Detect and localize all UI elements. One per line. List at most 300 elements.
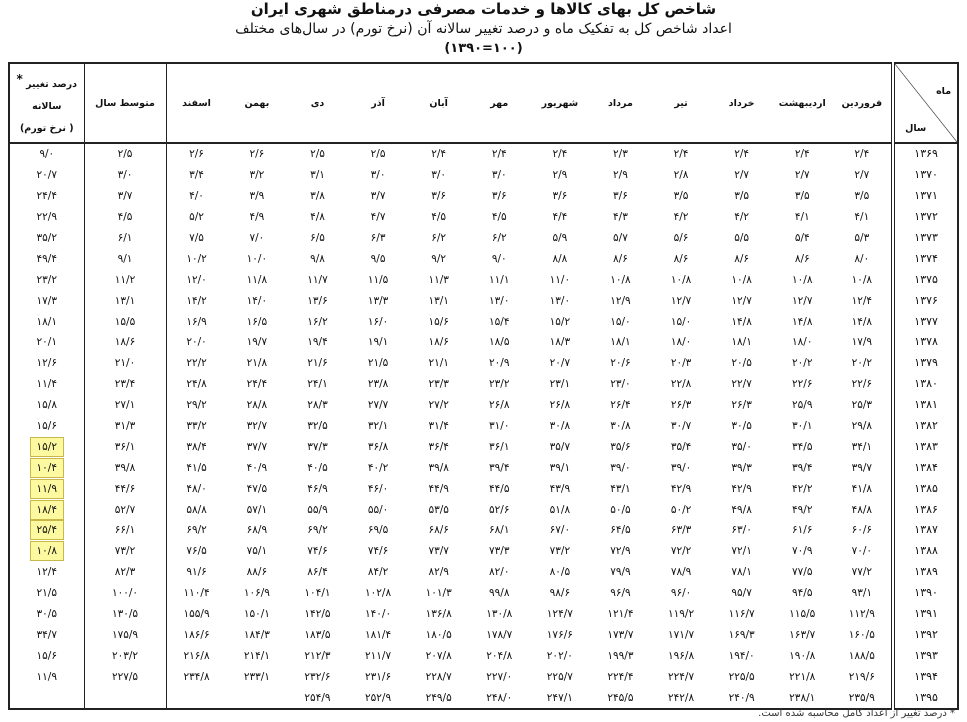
month-index-cell: ۳/۵ [854,190,870,203]
month-index-cell: ۱۵/۰ [610,315,631,328]
month-index-cell: ۶۹/۵ [367,524,389,537]
month-index-cell: ۵/۴ [794,232,810,244]
month-index-cell: ۱۹/۱ [367,336,389,349]
month-index-cell: ۵۲/۶ [489,503,510,516]
month-index-cell: ۷۳/۳ [489,545,510,558]
month-index-cell: ۵۷/۱ [246,503,268,516]
month-index-cell: ۳۵/۴ [670,440,692,453]
month-index-cell: ۴۱/۸ [851,482,873,495]
month-index-cell: ۱۳/۳ [367,294,389,307]
inflation-cell: ۲۰/۱ [36,336,57,349]
month-index-cell: ۱۸۰/۵ [425,628,452,641]
inflation-header [9,63,84,143]
month-index-cell: ۳۰/۸ [610,420,631,433]
footnote-star: * [16,71,23,86]
month-index-cell: ۱۸/۵ [489,336,510,349]
month-index-cell: ۳۵/۶ [610,440,631,453]
month-index-cell: ۱۲۴/۷ [546,608,573,621]
month-index-cell: ۳۲/۱ [367,420,389,433]
month-index-cell: ۵/۲ [189,211,204,224]
month-index-cell: ۴/۵ [431,211,447,224]
annual-average-cell: ۳۹/۸ [84,457,166,478]
month-index-cell: ۲۰/۶ [610,357,631,370]
inflation-cell: ۱۵/۶ [36,649,57,662]
month-header: دی [287,63,348,143]
annual-average-cell: ۲۱/۰ [84,353,166,374]
month-index-cell: ۱۳۰/۸ [486,608,513,621]
month-index-cell: ۴/۴ [552,211,568,224]
month-index-cell: ۴۳/۱ [610,482,631,495]
year-cell: ۱۳۸۱ [893,395,958,416]
month-index-cell: ۳۹/۷ [851,461,873,474]
month-index-cell: ۲۱۶/۸ [183,649,210,662]
month-header: اردیبهشت [772,63,833,143]
month-index-cell: ۱۳/۰ [549,294,571,307]
month-index-cell: ۲۲/۲ [186,357,207,370]
year-cell: ۱۳۸۷ [893,520,958,541]
month-index-cell: ۳۰/۷ [670,420,692,433]
table-row [9,332,958,353]
year-cell: ۱۳۷۵ [893,269,958,290]
inflation-cell: ۲۲/۹ [36,211,57,224]
month-index-cell: ۱۲/۷ [792,294,813,307]
year-cell: ۱۳۸۴ [893,457,958,478]
month-index-cell: ۳/۲ [249,169,265,182]
month-index-cell: ۲۳۳/۱ [243,670,270,683]
month-index-cell: ۶۸/۹ [246,524,268,537]
table-row [9,520,958,541]
month-index-cell: ۳۲/۷ [246,420,268,433]
table-row [9,186,958,207]
month-index-cell: ۴۴/۵ [489,482,510,495]
inflation-cell: ۴۹/۴ [36,252,57,265]
month-index-cell: ۲/۶ [189,148,204,161]
annual-average-cell [84,687,166,709]
month-header: آبان [408,63,469,143]
month-index-cell: ۱۹/۷ [246,336,268,349]
month-index-cell: ۴۲/۹ [731,482,752,495]
month-index-cell: ۲۲/۷ [731,378,752,391]
month-index-cell: ۲۸/۳ [307,399,328,412]
month-index-cell: ۱۶/۲ [307,315,328,328]
month-index-cell: ۷۶/۵ [186,545,207,558]
month-index-cell: ۳۷/۳ [307,440,328,453]
month-index-cell: ۲/۴ [734,148,750,161]
month-index-cell: ۶۳/۳ [670,524,692,537]
month-index-cell: ۳/۶ [613,190,628,203]
month-index-cell: ۱۲/۹ [610,294,631,307]
inflation-header-line3: ( نرخ تورم) [19,123,74,135]
month-index-cell: ۹۹/۸ [489,587,510,600]
month-index-cell: ۲۳/۳ [428,378,449,391]
month-index-cell: ۱۲۱/۴ [607,608,634,621]
month-index-cell: ۴۰/۲ [367,461,389,474]
month-index-cell: ۹۸/۶ [549,587,571,600]
month-index-cell: ۹/۲ [431,252,447,265]
table-row [9,143,958,165]
inflation-cell: ۱۱/۴ [36,378,57,391]
annual-average-cell: ۸۲/۳ [84,562,166,583]
inflation-cell [9,541,84,562]
annual-average-cell: ۷۳/۲ [84,541,166,562]
month-index-cell: ۲۲۱/۸ [789,670,816,683]
inflation-cell [9,478,84,499]
month-index-cell: ۴/۱ [794,211,810,224]
month-index-cell: ۱۳/۰ [489,294,510,307]
inflation-cell: ۱۲/۶ [36,357,57,370]
month-index-cell: ۳/۶ [431,190,447,203]
month-index-cell: ۵/۶ [673,232,689,244]
highlighted-inflation-value: ۱۰/۴ [30,458,64,478]
inflation-cell: ۱۵/۸ [36,399,57,412]
month-index-cell: ۱۰/۲ [186,252,207,265]
annual-average-cell: ۲۲۷/۵ [84,666,166,687]
highlighted-inflation-value: ۲۵/۴ [30,520,64,540]
month-index-cell: ۱۸/۶ [428,336,449,349]
month-index-cell: ۱۹/۴ [307,336,328,349]
inflation-cell: ۱۸/۱ [36,315,57,328]
month-index-cell: ۲۰/۲ [792,357,813,370]
month-index-cell: ۱۴۲/۵ [304,608,331,621]
month-index-cell: ۲/۷ [734,169,750,182]
month-index-cell: ۳۹/۰ [670,461,692,474]
month-index-cell: ۳/۸ [310,190,325,203]
annual-average-cell: ۴۴/۶ [84,478,166,499]
annual-average-cell: ۶/۱ [84,228,166,249]
table-row [9,228,958,249]
month-index-cell: ۱۸/۱ [610,336,631,349]
month-index-cell: ۲۳/۱ [549,378,571,391]
month-index-cell: ۱۸۸/۵ [848,649,875,662]
month-index-cell: ۲/۷ [794,169,810,182]
month-index-cell: ۲/۶ [249,148,265,161]
month-index-cell: ۱۲/۴ [851,294,873,307]
inflation-cell: ۱۵/۶ [36,420,57,433]
annual-average-header: متوسط سال [84,63,166,143]
month-index-cell: ۳۳/۲ [186,420,207,433]
month-index-cell: ۱۸/۳ [549,336,571,349]
month-index-cell: ۵/۵ [734,232,750,244]
month-index-cell: ۳/۵ [673,190,689,203]
month-index-cell: ۹۴/۵ [792,587,813,600]
month-index-cell: ۱۴/۰ [246,294,268,307]
month-index-cell: ۶۷/۰ [549,524,571,537]
year-cell: ۱۳۸۹ [893,562,958,583]
month-index-cell: ۲۳۱/۶ [365,670,392,683]
month-index-cell: ۶/۲ [431,232,447,244]
year-cell: ۱۳۷۳ [893,228,958,249]
table-row [9,457,958,478]
month-index-cell: ۸/۶ [673,252,689,265]
month-index-cell: ۲/۴ [673,148,689,161]
month-index-cell: ۱۶۰/۵ [848,628,875,641]
year-cell: ۱۳۷۹ [893,353,958,374]
month-index-cell: ۱۸۳/۵ [304,628,331,641]
table-row [9,269,958,290]
inflation-cell: ۹/۰ [39,148,55,161]
month-index-cell: ۳۹/۳ [731,461,752,474]
month-index-cell: ۱۵/۴ [489,315,510,328]
inflation-cell: ۳۴/۷ [36,628,57,641]
month-index-cell: ۷۰/۰ [851,545,873,558]
month-index-cell: ۲۶/۸ [549,399,571,412]
annual-average-cell: ۳۱/۳ [84,416,166,437]
inflation-cell: ۲۱/۵ [36,587,57,600]
month-index-cell: ۲۶/۴ [610,399,631,412]
month-index-cell: ۷۸/۹ [670,566,692,579]
month-index-cell: ۳۹/۴ [792,461,813,474]
month-index-cell: ۵/۷ [613,232,628,244]
year-cell: ۱۳۹۴ [893,666,958,687]
month-index-cell: ۱۷۳/۷ [607,628,634,641]
month-index-cell: ۴/۱ [854,211,870,224]
month-index-cell: ۳۰/۸ [549,420,571,433]
month-index-cell: ۱۷/۹ [851,336,873,349]
month-index-cell: ۱۴/۸ [792,315,813,328]
highlighted-inflation-value: ۱۱/۹ [30,479,64,499]
month-index-cell: ۵۳/۵ [428,503,449,516]
month-index-cell: ۳۴/۵ [792,440,813,453]
inflation-cell: ۱۲/۴ [36,566,57,579]
annual-average-cell: ۱۳۰/۵ [84,604,166,625]
month-index-cell: ۶/۲ [491,232,507,244]
month-index-cell: ۲۴۷/۱ [546,691,573,704]
table-header-row [9,63,958,143]
month-index-cell: ۲/۴ [491,148,507,161]
annual-average-cell: ۱۳/۱ [84,290,166,311]
month-index-cell: ۶/۳ [370,232,386,244]
month-index-cell: ۳۹/۴ [489,461,510,474]
year-cell: ۱۳۸۲ [893,416,958,437]
month-header: بهمن [227,63,288,143]
month-index-cell: ۲۰۲/۰ [546,649,573,662]
month-index-cell: ۹۶/۹ [610,587,631,600]
inflation-cell: ۲۴/۴ [36,190,57,203]
month-index-cell: ۲۳/۲ [489,378,510,391]
month-index-cell: ۳۸/۴ [186,440,207,453]
month-index-cell: ۳/۹ [249,190,265,203]
month-index-cell: ۸۲/۹ [428,566,449,579]
month-index-cell [166,687,227,709]
annual-average-cell: ۵۲/۷ [84,499,166,520]
month-index-cell: ۲/۹ [613,169,628,182]
month-index-cell: ۳۰/۱ [792,420,813,433]
month-index-cell: ۱۴/۸ [851,315,873,328]
annual-average-cell: ۹/۱ [84,248,166,269]
highlighted-inflation-value: ۱۵/۲ [30,437,64,457]
month-index-cell: ۶۹/۲ [186,524,207,537]
month-index-cell: ۲۶/۳ [731,399,752,412]
month-index-cell: ۲۳۲/۶ [304,670,331,683]
annual-average-cell: ۲/۵ [84,143,166,165]
month-index-cell: ۵۵/۹ [307,503,328,516]
month-index-cell: ۶/۵ [310,232,325,244]
year-cell: ۱۳۸۶ [893,499,958,520]
month-index-cell: ۱۶/۵ [246,315,268,328]
highlighted-inflation-value: ۱۸/۴ [30,500,64,520]
base-year-note: (۱۳۹۰=۱۰۰) [444,41,523,56]
inflation-cell: ۱۷/۳ [36,294,57,307]
month-index-cell: ۲۱۹/۶ [848,670,875,683]
table-row [9,541,958,562]
month-index-cell: ۱۰/۸ [731,273,752,286]
month-index-cell: ۸/۸ [552,252,568,265]
annual-average-cell: ۳/۰ [84,165,166,186]
year-cell: ۱۳۷۶ [893,290,958,311]
month-index-cell: ۶۸/۶ [428,524,449,537]
inflation-cell [9,499,84,520]
month-index-cell: ۲۶/۸ [489,399,510,412]
annual-average-cell: ۱۵/۵ [84,311,166,332]
month-index-cell: ۱۰۱/۳ [425,587,452,600]
month-index-cell: ۹۵/۷ [731,587,752,600]
month-index-cell: ۱۸/۰ [792,336,813,349]
month-index-cell: ۴۸/۸ [851,503,873,516]
month-header: خرداد [711,63,772,143]
month-index-cell: ۳۱/۴ [428,420,449,433]
month-index-cell: ۹۶/۰ [670,587,692,600]
month-index-cell: ۱۰/۰ [246,252,268,265]
month-index-cell: ۳/۴ [189,169,204,182]
month-index-cell: ۱۸۴/۳ [243,628,270,641]
month-index-cell: ۳۴/۱ [851,440,873,453]
month-index-cell [227,687,288,709]
month-index-cell: ۹/۰ [491,252,507,265]
month-index-cell: ۳۵/۰ [731,440,752,453]
month-index-cell: ۲۸/۸ [246,399,268,412]
table-row [9,374,958,395]
inflation-cell: ۳۵/۲ [36,232,57,244]
inflation-header-line2: سالانه [32,101,62,113]
year-axis-label: سال [905,123,927,134]
month-index-cell: ۳/۱ [310,169,325,182]
table-row [9,290,958,311]
month-index-cell: ۳۵/۷ [549,440,571,453]
month-index-cell: ۷۸/۱ [731,566,752,579]
month-index-cell: ۲۰/۲ [851,357,873,370]
month-index-cell: ۳۲/۵ [307,420,328,433]
month-index-cell: ۷۳/۲ [549,545,571,558]
month-index-cell: ۴/۰ [189,190,204,203]
footnote: * درصد تغییر از اعداد کامل محاسبه شده است. [758,708,955,719]
month-index-cell: ۲۰/۳ [670,357,692,370]
month-index-cell: ۳۹/۰ [610,461,631,474]
month-index-cell: ۸/۰ [854,252,870,265]
month-header: مرداد [590,63,651,143]
table-row [9,416,958,437]
month-index-cell: ۱۳/۶ [307,294,328,307]
month-index-cell: ۴/۷ [370,211,386,224]
month-index-cell: ۲۱۴/۱ [243,649,270,662]
table-row [9,165,958,186]
month-index-cell: ۷۷/۵ [792,566,813,579]
month-index-cell: ۲۲۸/۷ [425,670,452,683]
month-index-cell: ۴۹/۸ [731,503,752,516]
month-index-cell: ۷۲/۱ [731,545,752,558]
annual-average-cell: ۱۸/۶ [84,332,166,353]
year-cell: ۱۳۸۳ [893,436,958,457]
month-index-cell: ۴/۹ [249,211,265,224]
table-row [9,562,958,583]
month-index-cell: ۳/۵ [794,190,810,203]
month-index-cell: ۲/۴ [431,148,447,161]
month-index-cell: ۲۰/۰ [186,336,207,349]
table-row [9,436,958,457]
month-index-cell: ۴۶/۰ [367,482,389,495]
year-cell: ۱۳۷۱ [893,186,958,207]
annual-average-cell: ۶۶/۱ [84,520,166,541]
table-row [9,645,958,666]
month-index-cell: ۶۸/۱ [489,524,510,537]
month-index-cell: ۷۴/۶ [367,545,389,558]
month-index-cell: ۲۲/۶ [792,378,813,391]
annual-average-cell: ۱۰۰/۰ [84,583,166,604]
table-row [9,311,958,332]
month-index-cell: ۱۰/۸ [610,273,631,286]
table-row [9,624,958,645]
month-index-cell: ۱۲/۷ [731,294,752,307]
month-index-cell: ۴۴/۹ [428,482,449,495]
cpi-table [8,62,959,710]
year-cell: ۱۳۷۴ [893,248,958,269]
month-index-cell: ۵/۳ [854,232,870,244]
month-index-cell: ۲۲/۸ [670,378,692,391]
inflation-cell: ۲۰/۷ [36,169,57,182]
month-index-cell: ۱۳۶/۸ [425,608,452,621]
month-index-cell: ۱۵/۲ [549,315,571,328]
month-index-cell: ۱۱۰/۴ [183,587,210,600]
month-index-cell: ۲۰/۷ [549,357,571,370]
month-index-cell: ۱۶۹/۳ [728,628,755,641]
month-index-cell: ۳۶/۸ [367,440,389,453]
month-index-cell: ۲۱/۱ [428,357,449,370]
month-index-cell: ۱۰۴/۱ [304,587,331,600]
month-index-cell: ۱۵/۰ [670,315,692,328]
month-index-cell: ۵/۹ [552,232,568,244]
month-index-cell: ۲۳۵/۹ [848,691,875,704]
table-row [9,248,958,269]
month-index-cell: ۲۵/۹ [792,399,813,412]
month-index-cell: ۷۵/۱ [246,545,268,558]
month-index-cell: ۴۹/۲ [792,503,813,516]
table-row [9,478,958,499]
month-index-cell: ۸۶/۴ [307,566,328,579]
month-index-cell: ۴۲/۹ [670,482,692,495]
month-index-cell: ۸/۶ [734,252,750,265]
month-index-cell: ۲/۸ [673,169,689,182]
month-index-cell: ۱۰۲/۸ [365,587,392,600]
table-row [9,395,958,416]
month-index-cell: ۲۱/۸ [246,357,268,370]
table-row [9,687,958,709]
annual-average-cell: ۳۶/۱ [84,436,166,457]
month-index-cell: ۱۰/۸ [792,273,813,286]
month-index-cell: ۴/۵ [491,211,507,224]
page-title: شاخص کل بهای کالاها و خدمات مصرفی درمناطق شهری ایران [250,0,717,18]
month-index-cell: ۴۲/۲ [792,482,813,495]
month-index-cell: ۲۹/۲ [186,399,207,412]
month-index-cell: ۷/۰ [249,232,265,244]
inflation-cell [9,687,84,709]
month-index-cell: ۳/۷ [370,190,386,203]
month-index-cell: ۱۰۶/۹ [243,587,270,600]
month-index-cell: ۳۱/۰ [489,420,510,433]
month-index-cell: ۶۹/۲ [307,524,328,537]
month-header: شهریور [530,63,591,143]
month-index-cell: ۹/۸ [310,252,325,265]
month-index-cell: ۲/۴ [794,148,810,161]
month-index-cell: ۱۷۶/۶ [546,628,573,641]
